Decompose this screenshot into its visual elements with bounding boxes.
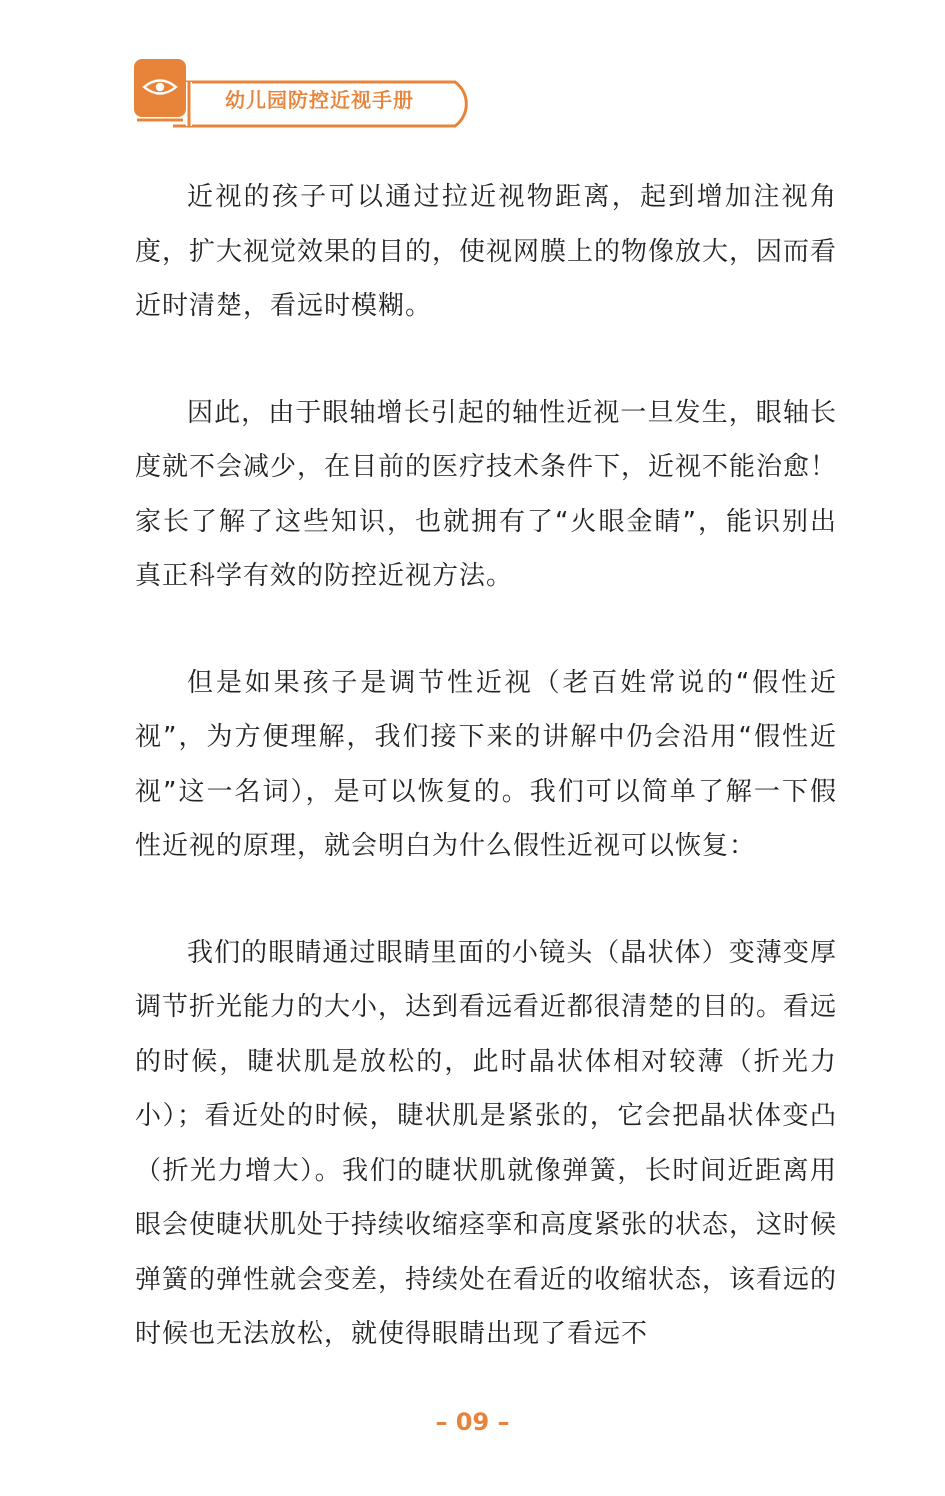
handbook-title: 幼儿园防控近视手册 <box>225 88 414 112</box>
paragraph: 近视的孩子可以通过拉近视物距离，起到增加注视角度，扩大视觉效果的目的，使视网膜上的物像放大，因而看近时清楚，看远时模糊。 <box>135 182 838 321</box>
article-body <box>135 170 837 1414</box>
paragraph: 我们的眼睛通过眼睛里面的小镜头（晶状体）变薄变厚调节折光能力的大小，达到看远看近都很清楚的目的。看远的时候，睫状肌是放松的，此时晶状体相对较薄（折光力小）；看近处的时候，睫状肌是紧张的，它会把晶状体变凸（折光力增大）。我们的睫状肌就像弹簧，长时间近距离用眼会使睫状肌处于持续收缩痉挛和高度紧张的状态，这时候弹簧的弹性就会变差，持续处在看近的收缩状态，该看远的时候也无法放松，就使得眼睛出现了看远不 <box>135 937 838 1349</box>
page-number: – 09 – <box>435 1408 510 1436</box>
eye-book-icon <box>140 75 180 99</box>
paragraph: 但是如果孩子是调节性近视（老百姓常说的“假性近视”，为方便理解，我们接下来的讲解中仍会沿用“假性近视”这一名词），是可以恢复的。我们可以简单了解一下假性近视的原理，就会明白为什么假性近视可以恢复： <box>135 667 837 861</box>
header-banner <box>133 58 485 130</box>
paragraph: 因此，由于眼轴增长引起的轴性近视一旦发生，眼轴长度就不会减少，在目前的医疗技术条件下，近视不能治愈！家长了解了这些知识，也就拥有了“火眼金睛”，能识别出真正科学有效的防控近视方法。 <box>135 397 838 591</box>
